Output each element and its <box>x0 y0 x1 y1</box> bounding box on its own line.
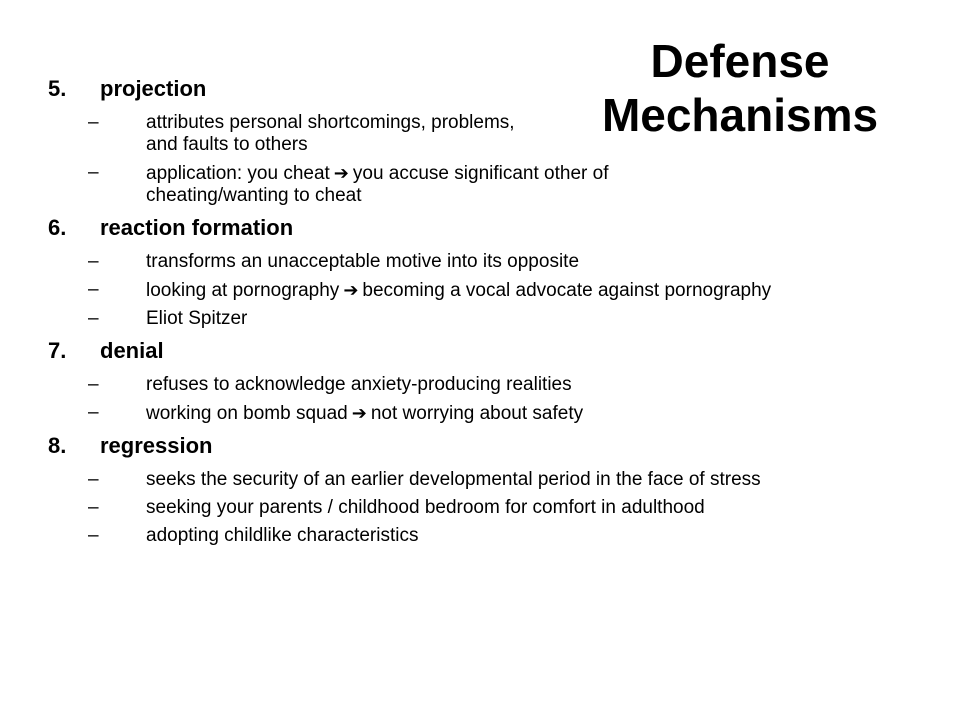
item-number: 7. <box>48 338 67 363</box>
item-heading <box>48 336 908 368</box>
sub-bullet <box>48 497 906 519</box>
sub-bullet-text-before: looking at pornography <box>146 280 340 301</box>
dash-marker: – <box>88 112 99 133</box>
item-heading-text: reaction formation <box>100 215 294 240</box>
sub-bullet-text: transforms an unacceptable motive into its opposite <box>146 251 580 272</box>
item-heading <box>48 431 908 463</box>
title-line-1: Defense <box>650 35 830 87</box>
item-heading-text: denial <box>100 338 164 363</box>
sub-bullet <box>48 308 826 330</box>
sub-bullet <box>48 402 846 425</box>
dash-marker: – <box>88 402 99 423</box>
item-heading-text: projection <box>100 76 207 101</box>
item-heading <box>48 213 908 245</box>
dash-marker: – <box>88 279 99 300</box>
sub-bullet-text-after: not worrying about safety <box>370 403 584 424</box>
sub-bullet-text: adopting childlike characteristics <box>146 525 419 546</box>
sub-bullet-text-before: working on bomb squad <box>146 403 348 424</box>
list-item-regression <box>48 431 908 547</box>
item-heading-text: regression <box>100 433 213 458</box>
dash-marker: – <box>88 374 99 395</box>
item-number: 8. <box>48 433 67 458</box>
right-arrow-icon: ➔ <box>343 280 359 300</box>
right-arrow-icon: ➔ <box>351 403 367 423</box>
sub-bullet <box>48 162 666 207</box>
dash-marker: – <box>88 469 99 490</box>
sub-bullet <box>48 469 886 491</box>
item-number: 6. <box>48 215 67 240</box>
sub-bullet <box>48 374 846 396</box>
dash-marker: – <box>88 497 99 518</box>
sub-bullet <box>48 525 906 547</box>
sub-bullet-text-after: becoming a vocal advocate against pornography <box>362 280 772 301</box>
sub-bullet-text: attributes personal shortcomings, problems, and faults to others <box>146 112 515 155</box>
sub-bullet <box>48 251 826 273</box>
list-item-denial <box>48 336 908 425</box>
list-item-projection <box>48 74 908 207</box>
sub-bullet-text: Eliot Spitzer <box>146 308 248 329</box>
sub-bullet <box>48 279 836 302</box>
dash-marker: – <box>88 525 99 546</box>
item-heading <box>48 74 908 106</box>
sub-bullet-text: refuses to acknowledge anxiety-producing realities <box>146 374 572 395</box>
title-line-2: Mechanisms <box>601 89 879 141</box>
dash-marker: – <box>88 251 99 272</box>
item-number: 5. <box>48 76 67 101</box>
sub-bullet-text: seeks the security of an earlier developmental period in the face of stress <box>146 469 761 490</box>
sub-bullet <box>48 112 541 156</box>
dash-marker: – <box>88 162 99 183</box>
right-arrow-icon: ➔ <box>333 163 349 183</box>
sub-bullet-text-before: application: you cheat <box>146 163 330 184</box>
sub-bullet-text-after: you accuse significant other of cheating/wanting to cheat <box>146 163 609 206</box>
sub-bullet-text: seeking your parents / childhood bedroom for comfort in adulthood <box>146 497 705 518</box>
list-item-reaction-formation <box>48 213 908 330</box>
dash-marker: – <box>88 308 99 329</box>
bullet-list <box>48 74 908 553</box>
